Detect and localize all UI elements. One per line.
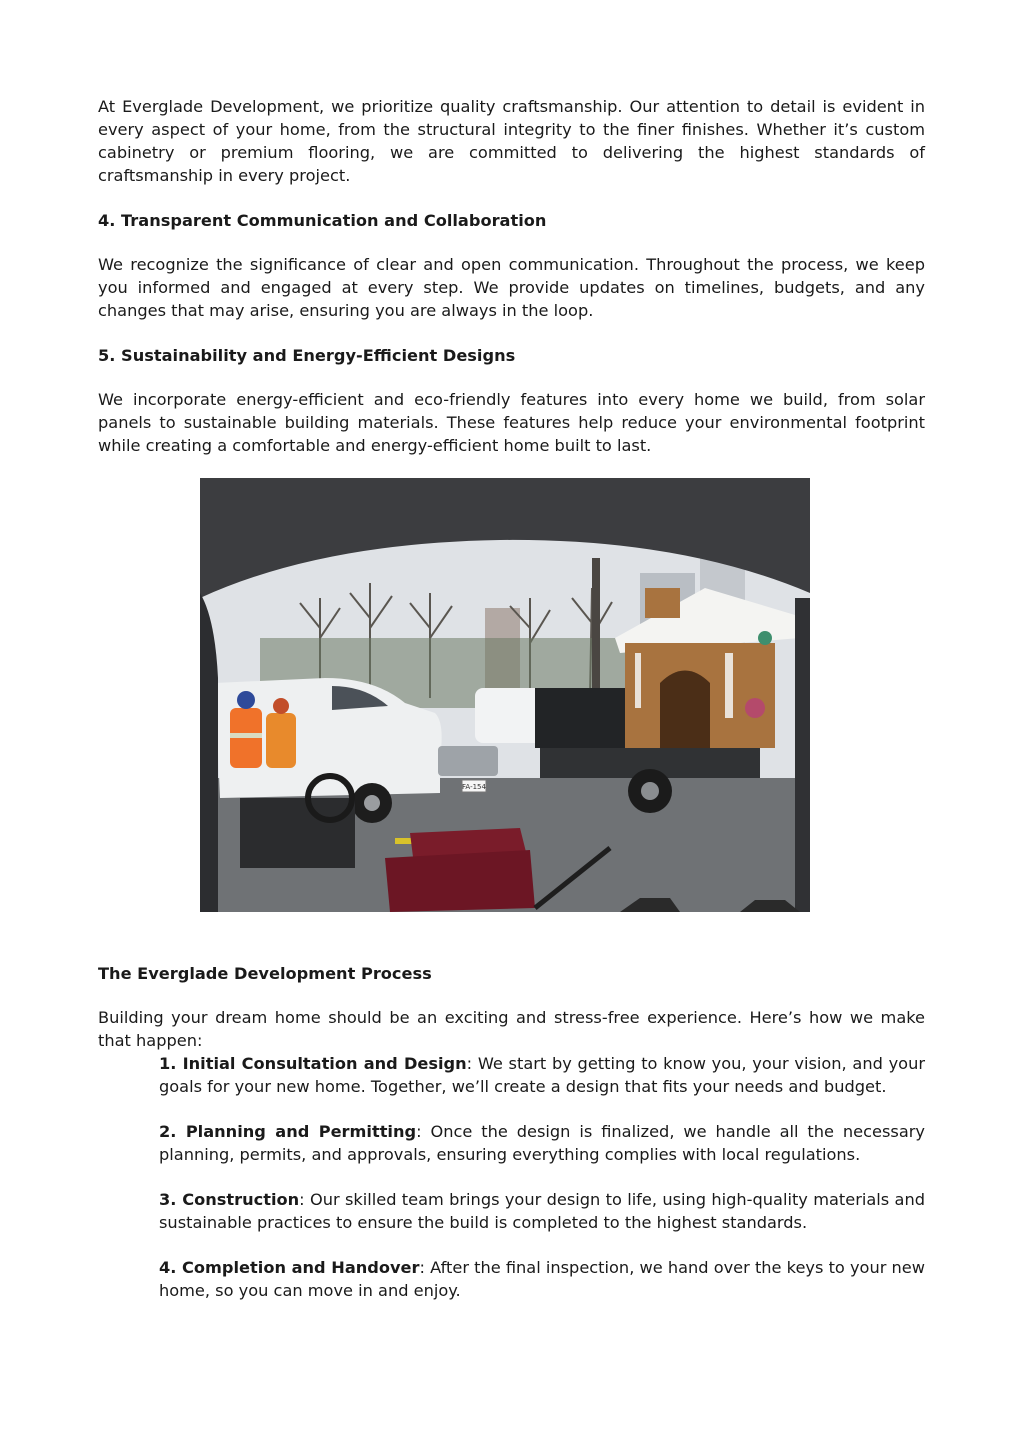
process-step-text: : Our skilled team brings your design to life, using high-quality materials and sustainable practices to ensure the build is completed to the highest standards. [159, 1190, 925, 1232]
process-intro: Building your dream home should be an exciting and stress-free experience. Here’s how we make that happen: [98, 1008, 925, 1050]
photo-illustration [200, 478, 810, 912]
photo-house-door [660, 671, 710, 749]
photo-van-grille [438, 746, 498, 776]
section-4-body: We recognize the significance of clear and open communication. Throughout the process, we keep you informed and engaged at every step. We provide updates on timelines, budgets, and any changes that may arise, ensuring you are always in the loop. [98, 255, 925, 320]
process-step-text: : We start by getting to know you, your vision, and your goals for your new home. Together, we’ll create a design that fits your needs and budget. [159, 1054, 925, 1096]
process-step-title: 2. Planning and Permitting [159, 1122, 417, 1141]
photo-license-plate: FA-154 [462, 783, 486, 791]
process-step-title: 3. Construction [159, 1190, 300, 1209]
section-5-heading: 5. Sustainability and Energy-Efficient Designs [98, 346, 516, 365]
process-step [159, 1256, 925, 1302]
section-4-heading: 4. Transparent Communication and Collaboration [98, 211, 547, 230]
process-step-title: 4. Completion and Handover [159, 1258, 420, 1277]
photo-wagon [385, 850, 535, 912]
photo-truck-cab [475, 688, 545, 743]
process-step-text: : Once the design is finalized, we handle all the necessary planning, permits, and approvals, ensuring everything complies with local regulations. [159, 1122, 925, 1164]
section-5-body: We incorporate energy-efficient and eco-friendly features into every home we build, from solar panels to sustainable building materials. These features help reduce your environmental footprint while creating a comfortable and energy-efficient home built to last. [98, 390, 925, 455]
intro-paragraph: At Everglade Development, we prioritize quality craftsmanship. Our attention to detail is evident in every aspect of your home, from the structural integrity to the finer finishes. Whether it’s custom cabinetry or premium flooring, we are committed to delivering the highest standards of craftsmanship in every project. [98, 97, 925, 185]
process-step [159, 1188, 925, 1234]
photo-tent-post [795, 598, 810, 912]
document-content [98, 95, 925, 1302]
process-step [159, 1120, 925, 1166]
process-step [159, 1052, 925, 1098]
process-steps [159, 1052, 925, 1302]
construction-site-photo [200, 478, 810, 912]
photo-planter [240, 798, 355, 868]
process-heading: The Everglade Development Process [98, 964, 432, 983]
process-step-title: 1. Initial Consultation and Design [159, 1054, 467, 1073]
process-step-text: : After the final inspection, we hand over the keys to your new home, so you can move in and enjoy. [159, 1258, 925, 1300]
photo-worker [266, 713, 296, 768]
photo-house-chimney [645, 588, 680, 618]
